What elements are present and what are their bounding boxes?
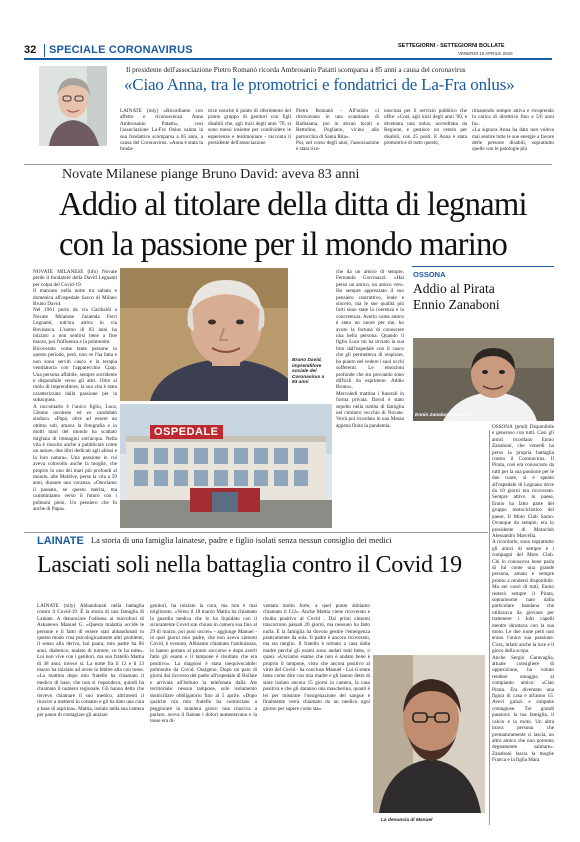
lainate-headline: Lasciati soli nella battaglia contro il Covid 19 (37, 552, 462, 578)
sidebar-city: OSSONA (413, 270, 446, 279)
lainate-city-label: LAINATE (37, 535, 84, 547)
anna-headline: «Ciao Anna, tra le promotrici e fondatrici de La-Fra onlus» (124, 75, 515, 94)
header-divider-tick (44, 44, 45, 57)
anna-portrait-photo (39, 66, 107, 146)
bruno-headline-line1: Addio al titolare della ditta di legnami (59, 186, 527, 223)
bruno-kicker: Novate Milanese piange Bruno David: aveva 83 anni (62, 167, 360, 182)
sidebar-headline: Addio al Pirata Ennio Zanaboni (413, 281, 500, 312)
anna-col-4: nosciuta per il servizio pubblico che offre: «Così, agli inizi degli anni '90, è diventata una onlus, accreditata da Regione, e gestisce un centro per disabili, con 25 posti. E Anna è stata promotrice di tutto questo, (384, 108, 467, 147)
page-number: 32 (24, 44, 37, 56)
sidebar-top-rule (412, 266, 554, 267)
anna-col-3: Pietro Romanò - All'inizio ci ritrovavano in una scantinato di Barbaiana, poi in alcuni locali a Bettolino, Pogliano, vicino alla parrocchia di Santa Rita». Poi, nel corso degli anni, l'associazione è stata rico- (296, 108, 379, 153)
sidebar-divider (489, 430, 490, 825)
sidebar-body: OSSONA (pmd) Disponibile e generoso con tutti. Così gli amici ricordano Ennio Zanaboni, che venerdì ha perso la propria battaglia contro il Coronavirus. Il Pirata, così era conosciuto da tutti per la sua passione per le due ruote, si è spento all'ospedale di Legnano dove da 10 giorni era ricoverato. Sempre attivo in paese, Ennio ha fatto parte del gruppo motociclistico del paese, Il Moto Club Sarno. Ovunque da sempre, era lo presidente di Motoclub Alessandro Marcella. A ricordarlo, sono soprattutto gli amici di sempre e i compagni del Moto Club. Chi lo conosceva bene parla di lui come una grande persona, amato e sempre pronto a rendersi disponibile. Ma nei cuori di tutti, Ennio resterà sempre il Pirata, soprannome nato dalla particolare bandana che utilizzava da giovane per trattenere i folti capelli mentre dirottava con la sua moto. Le due ruote però non erano l'unica sua passione. C'era, infatti anche la luce e il gioco della scopa. Anche Sergio Garavaglia, attuale consigliere di opposizione, ha voluto rendere omaggio al compianto amico: «Ciao Pirata. Era diventato una figura di casa e all'anno 15. Avevi guizzi e simpatie contagiose. Tre grandi passioni: la tua famiglia, il calcio e la moto. Un altra brava persona che prematuramente ci lascia, un altro amico che non potremo degnamente salutare». Zanaboni lascia la moglie Franca e la figlia Mara. (492, 424, 554, 764)
bruno-headline-line2: con la passione per il mondo marino (59, 226, 508, 263)
header-rule (24, 58, 552, 60)
bruno-photo-caption: Bruno David, imprenditore sociale del Coronavirus a 83 anni (292, 358, 325, 386)
divider-2 (24, 532, 488, 533)
ennio-photo-caption: Ennio Zanaboni, 70 anni (415, 413, 471, 418)
lainate-col-3: ventata molto forte, a quel punto abbiamo chiamato il 112». Anche Mattia viene ricoverato e risulta positivo al Covid . Dai primi sintomi trascorrono passati 20 giorni, ma nessuno ha fatto nulla. E la famiglia ha dovuto gestire l'emergenza praticamente da sola. Il padre è ancora ricoverato, ma sta meglio. Il fratello è tornato a casa dalla madre perché gli esami sono andati tutti bene, o quasi. «Usciamo esame che non è andato bene è proprio il tampone, visto che ancora positivo al virus del Covid - ha concluso Manuel - Lui si sente bene come dire con mia madre e gli hanno detto di stare isolato ancora 15 giorni in camera, la casa positiva e che gli daranno una mascherina, quanti è lei per misurare l'ossigenazione del sangue e finalmente verrà chiamato da un medico ogni giorno per sapere come sta». (263, 603, 370, 712)
bruno-col-2: che da un amico di sempre, Fernando Giovinazzi: «Hai perso un amico, un amico vero. Ho sempre apprezzato il suo pensiero costruttivo, leale e sincero, ma le sue qualità più forti sono state la coerenza e la concretezza. Averlo come amico è stato un onore per me, ho avuto la fortuna di conoscere una bella persona. Quando il figlio Luca mi ha inviato la sua foto dall'ospedale con il casco che gli permetteva di respirare, ho pianto nel vedere i suoi occhi sofferenti. Le emozioni profonde che sto provando sono difficili da esprimere. Addio Bruno». Mercoledì mattina i funerali in forma privata. David è stato sepolto nella tomba di famiglia nel cimitero vecchio di Novate. Verrà poi ricordato in una Messa appena finita la pandemia. (336, 269, 404, 429)
lainate-kicker: La storia di una famiglia lainatese, padre e figlio isolati senza nessun consiglio dei medici (91, 536, 392, 545)
lainate-col-2: genitori, ha iniziato la cura, ma non è mai migliorato. «Verso il 18 marzo Mattia ha chiamato la guardia medica che lo ha liquidato con il sicuramente Covid stai chiuso in camera sua fino al 29 di marzo, poi puoi uscire» - aggiunge Manuel - in quei giorni mio padre, che non aveva sintomi Covid, è svenuto. Abbiamo chiamato l'ambulanza, lo hanno portato al pronto soccorso e dopo averli fatto gli esami e il tampone è risultato che era positivo». La diagnosi è stata inequivocabile: polmonite da Covid. Ossigeno. Dopo un paio di giorni dal ricovero del padre all'ospedale di Bollate e arrivata all'Istituto la telefonata dalla Ats territoriale: nessun tampone, solo isolamento domiciliare obbligatorio fino al 5 aprile. «Dopo qualche ora mio fratello ha cominciato a peggiorare in maniera grave: non riusciva a parlare, aveva il fiatone i dolori aumentavano e la tosse era di- (150, 603, 257, 725)
lainate-col-1: LAINATE (mly) Abbandonati nella battaglia contro il Covid-19. È la storia di una famiglia di Lainate. A denunciare l'odissea ai microfoni di Askanews Manuel G. «Questa malattia uccide le persone e il fatto di essere stati abbandonati in questo modo crea psicologicamente altri problemi, il senso alla deriva, hai paura, mio padre ha 86 anni, diabetico, malato di tumore, ce le ha tutte». Lui non vive con i genitori, ma suo fratello Mattia di 38 anni, invece sì. La notte fra il 12 e il 13 marzo ha iniziato ad avere la febbre alta con tosse. «La mattina dopo mio fratello ha chiamato il medico di base, che non si rispondeva, quindi ha chiamato il numero regionale. Gli hanno detto che dovevo chiamare il suo medico, altrimenti il riuscire a mettersi in contatto e gli ha dato una cura a base di aspirina». Mattia, isolato nella sua camera per paura di contagiare gli anziani (37, 603, 144, 718)
anna-col-2: trice nonché il punto di riferimento del primo gruppo di genitori con figli disabili che, agli inizi degli anni '70, si sono messi insieme per condividere le esperienze e testimoniare - racconta il presidente dell'associazione (208, 108, 291, 147)
manuel-photo (373, 655, 485, 813)
ennio-portrait-photo (413, 338, 554, 421)
section-title: SPECIALE CORONAVIRUS (49, 44, 193, 56)
hospital-photo (120, 404, 332, 528)
divider-1 (24, 164, 552, 165)
issue-date: VENERDÌ 10 APRILE 2020 (458, 51, 513, 56)
bruno-col-1: NOVATE MILANESE (bfo) Novate perde il fondatore della David Legnami per colpa del Covid-19. Il mancato nella notte tra sabato e domenica all'ospedale Sacco di Milano Bruno David. Nel 1961 portò da via Garibaldi a Novate Milanese l'azienda Ferri Legnami, tutt'ora attiva in via Bovisasca. L'uomo di 83 anni ha iniziato a non sentirsi bene a fine marzo, poi l'influenza e la polmonite. Ricoverato come tante persone in questo periodo, però, non ve l'ha fatta e non sono serviti casco e la terapia ventilatoria con l'apparecchio Cpap. Una persona affabile, sempre sorridente e disponibile verso gli altri. Oltre al ruolo di imprenditore, la sua vita è stata caratterizzata dalla passione per la subacquea. A raccontarlo è l'unico figlio, Luca, 53enne novatese ed ex candidato sindaco. «Papà, oltre ad essere un ottimo sub, amava la fotografia e in molti mari del mondo ha scattato migliaia di immagini sott'acqua. Nella vita è riuscito anche a pubblicare come un autore, due libri dedicati agli abissi e la loro natura». Una passione in cui aveva coinvolto anche la moglie, che proprio in uno dei mari più profondi al mondo, alle Maldive, perse la vita a 59 anni, durante una vacanza. «Onoriamo il passato, se questo merita, ma camminiamo verso il futuro con i polmoni pieni. Un pensiero che fu anche di Papa». (33, 269, 117, 513)
hospital-sign: OSPEDALE (150, 425, 223, 439)
anna-col-1: LAINATE (mly) «Ricordiamo con affetto e riconoscenza Anna Ambrosanio Patatti», così l'associazione La-Fra Onlus saluta la sua fondatrice scomparsa a 85 anni, a causa del Coronavirus. «Anna è stata la fonda- (120, 108, 203, 153)
publication-name: SETTEGIORNI - SETTEGIORNI BOLLATE (398, 43, 505, 49)
manuel-photo-caption: La denuncia di Manuel (381, 818, 433, 823)
anna-col-5: rimanendo sempre attiva e ricoprendo la carica di direttrice fino a 5/6 anni fa». «La signora Anna ha dato non voleva mai sentire tutte le sue energie a favore delle persone disabili, soprattutto quelle con le patologie più (472, 108, 554, 153)
anna-kicker: Il presidente dell'associazione Pietro Romanò ricorda Ambrosanio Patatti scomparsa a 85 anni a causa del coronavirus (126, 66, 466, 74)
